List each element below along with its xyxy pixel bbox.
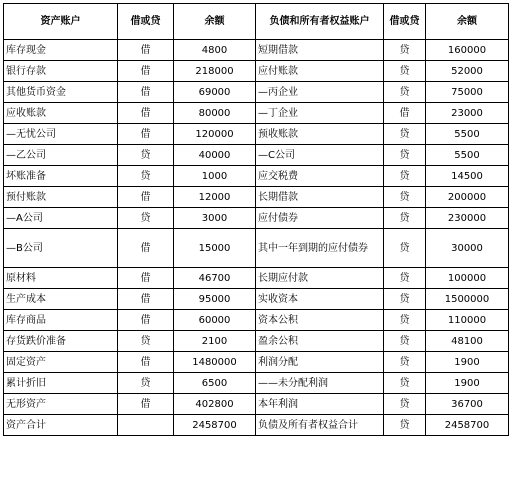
- liability-dc-cell: 贷: [384, 268, 426, 289]
- liability-dc-cell: 贷: [384, 289, 426, 310]
- asset-dc-cell: 借: [118, 40, 174, 61]
- liability-account-cell: —丁企业: [256, 103, 384, 124]
- table-row: [4, 331, 509, 352]
- asset-balance-cell: 120000: [174, 124, 256, 145]
- asset-account-cell: —乙公司: [4, 145, 118, 166]
- asset-balance-cell: 2458700: [174, 415, 256, 436]
- asset-dc-cell: 贷: [118, 145, 174, 166]
- liability-balance-cell: 230000: [426, 208, 509, 229]
- asset-dc-cell: 借: [118, 187, 174, 208]
- table-row: [4, 352, 509, 373]
- asset-account-cell: —无忧公司: [4, 124, 118, 145]
- asset-balance-cell: 40000: [174, 145, 256, 166]
- table-row: [4, 124, 509, 145]
- asset-balance-cell: 3000: [174, 208, 256, 229]
- liability-balance-cell: 5500: [426, 124, 509, 145]
- asset-account-cell: 库存商品: [4, 310, 118, 331]
- liability-account-cell: 利润分配: [256, 352, 384, 373]
- liability-account-cell: 短期借款: [256, 40, 384, 61]
- asset-dc-cell: 借: [118, 229, 174, 268]
- header-balance: 余额: [174, 4, 256, 40]
- liability-balance-cell: 160000: [426, 40, 509, 61]
- liability-balance-cell: 2458700: [426, 415, 509, 436]
- asset-account-cell: 固定资产: [4, 352, 118, 373]
- table-row: [4, 82, 509, 103]
- header-row: [4, 4, 509, 40]
- table-row: [4, 229, 509, 268]
- table-row: [4, 310, 509, 331]
- table-row: [4, 166, 509, 187]
- asset-account-cell: 库存现金: [4, 40, 118, 61]
- header-balance-2: 余额: [426, 4, 509, 40]
- asset-dc-cell: [118, 415, 174, 436]
- liability-balance-cell: 200000: [426, 187, 509, 208]
- liability-account-cell: —C公司: [256, 145, 384, 166]
- liability-balance-cell: 1900: [426, 373, 509, 394]
- asset-dc-cell: 借: [118, 352, 174, 373]
- asset-dc-cell: 借: [118, 289, 174, 310]
- liability-dc-cell: 贷: [384, 166, 426, 187]
- liability-account-cell: 盈余公积: [256, 331, 384, 352]
- asset-dc-cell: 借: [118, 82, 174, 103]
- asset-dc-cell: 贷: [118, 331, 174, 352]
- liability-balance-cell: 14500: [426, 166, 509, 187]
- asset-dc-cell: 借: [118, 268, 174, 289]
- asset-balance-cell: 4800: [174, 40, 256, 61]
- liability-account-cell: 负债及所有者权益合计: [256, 415, 384, 436]
- asset-account-cell: 原材料: [4, 268, 118, 289]
- liability-account-cell: 长期应付款: [256, 268, 384, 289]
- asset-account-cell: 其他货币资金: [4, 82, 118, 103]
- table-row: [4, 208, 509, 229]
- asset-balance-cell: 12000: [174, 187, 256, 208]
- liability-account-cell: 预收账款: [256, 124, 384, 145]
- liability-dc-cell: 贷: [384, 373, 426, 394]
- liability-dc-cell: 贷: [384, 40, 426, 61]
- asset-balance-cell: 60000: [174, 310, 256, 331]
- asset-account-cell: 预付账款: [4, 187, 118, 208]
- asset-balance-cell: 6500: [174, 373, 256, 394]
- liability-dc-cell: 贷: [384, 61, 426, 82]
- liability-account-cell: 实收资本: [256, 289, 384, 310]
- asset-account-cell: 存货跌价准备: [4, 331, 118, 352]
- asset-balance-cell: 15000: [174, 229, 256, 268]
- asset-account-cell: 资产合计: [4, 415, 118, 436]
- table-row: [4, 373, 509, 394]
- asset-account-cell: 累计折旧: [4, 373, 118, 394]
- liability-dc-cell: 贷: [384, 145, 426, 166]
- asset-dc-cell: 贷: [118, 166, 174, 187]
- liability-balance-cell: 52000: [426, 61, 509, 82]
- liability-dc-cell: 贷: [384, 415, 426, 436]
- liability-dc-cell: 贷: [384, 331, 426, 352]
- asset-dc-cell: 贷: [118, 208, 174, 229]
- asset-account-cell: —B公司: [4, 229, 118, 268]
- liability-balance-cell: 110000: [426, 310, 509, 331]
- asset-dc-cell: 借: [118, 310, 174, 331]
- liability-dc-cell: 贷: [384, 208, 426, 229]
- liability-balance-cell: 5500: [426, 145, 509, 166]
- asset-account-cell: 坏账准备: [4, 166, 118, 187]
- table-row: [4, 415, 509, 436]
- liability-account-cell: 本年利润: [256, 394, 384, 415]
- liability-dc-cell: 贷: [384, 187, 426, 208]
- table-row: [4, 394, 509, 415]
- asset-balance-cell: 2100: [174, 331, 256, 352]
- table-row: [4, 289, 509, 310]
- liability-dc-cell: 贷: [384, 310, 426, 331]
- liability-dc-cell: 贷: [384, 229, 426, 268]
- asset-account-cell: 应收账款: [4, 103, 118, 124]
- liability-dc-cell: 贷: [384, 82, 426, 103]
- liability-balance-cell: 1500000: [426, 289, 509, 310]
- asset-account-cell: 银行存款: [4, 61, 118, 82]
- table-row: [4, 103, 509, 124]
- balance-table: [3, 3, 509, 436]
- liability-balance-cell: 48100: [426, 331, 509, 352]
- asset-balance-cell: 402800: [174, 394, 256, 415]
- liability-account-cell: 其中一年到期的应付债券: [256, 229, 384, 268]
- liability-balance-cell: 75000: [426, 82, 509, 103]
- table-row: [4, 268, 509, 289]
- header-debit-credit: 借或贷: [118, 4, 174, 40]
- asset-balance-cell: 46700: [174, 268, 256, 289]
- liability-balance-cell: 23000: [426, 103, 509, 124]
- asset-dc-cell: 借: [118, 124, 174, 145]
- header-asset-account: 资产账户: [4, 4, 118, 40]
- asset-balance-cell: 1000: [174, 166, 256, 187]
- header-liability-equity-account: 负债和所有者权益账户: [256, 4, 384, 40]
- table-row: [4, 145, 509, 166]
- asset-balance-cell: 218000: [174, 61, 256, 82]
- liability-account-cell: 应付债券: [256, 208, 384, 229]
- asset-balance-cell: 80000: [174, 103, 256, 124]
- liability-account-cell: 长期借款: [256, 187, 384, 208]
- liability-account-cell: 应付账款: [256, 61, 384, 82]
- asset-dc-cell: 借: [118, 394, 174, 415]
- table-row: [4, 61, 509, 82]
- header-debit-credit-2: 借或贷: [384, 4, 426, 40]
- asset-dc-cell: 借: [118, 61, 174, 82]
- asset-balance-cell: 95000: [174, 289, 256, 310]
- asset-balance-cell: 69000: [174, 82, 256, 103]
- liability-dc-cell: 贷: [384, 124, 426, 145]
- table-row: [4, 40, 509, 61]
- liability-dc-cell: 借: [384, 103, 426, 124]
- liability-dc-cell: 贷: [384, 394, 426, 415]
- asset-account-cell: 生产成本: [4, 289, 118, 310]
- liability-account-cell: 资本公积: [256, 310, 384, 331]
- liability-balance-cell: 36700: [426, 394, 509, 415]
- liability-balance-cell: 1900: [426, 352, 509, 373]
- asset-balance-cell: 1480000: [174, 352, 256, 373]
- asset-dc-cell: 贷: [118, 373, 174, 394]
- asset-account-cell: —A公司: [4, 208, 118, 229]
- liability-balance-cell: 30000: [426, 229, 509, 268]
- liability-dc-cell: 贷: [384, 352, 426, 373]
- liability-balance-cell: 100000: [426, 268, 509, 289]
- liability-account-cell: 应交税费: [256, 166, 384, 187]
- table-row: [4, 187, 509, 208]
- asset-account-cell: 无形资产: [4, 394, 118, 415]
- asset-dc-cell: 借: [118, 103, 174, 124]
- liability-account-cell: —丙企业: [256, 82, 384, 103]
- liability-account-cell: ——未分配利润: [256, 373, 384, 394]
